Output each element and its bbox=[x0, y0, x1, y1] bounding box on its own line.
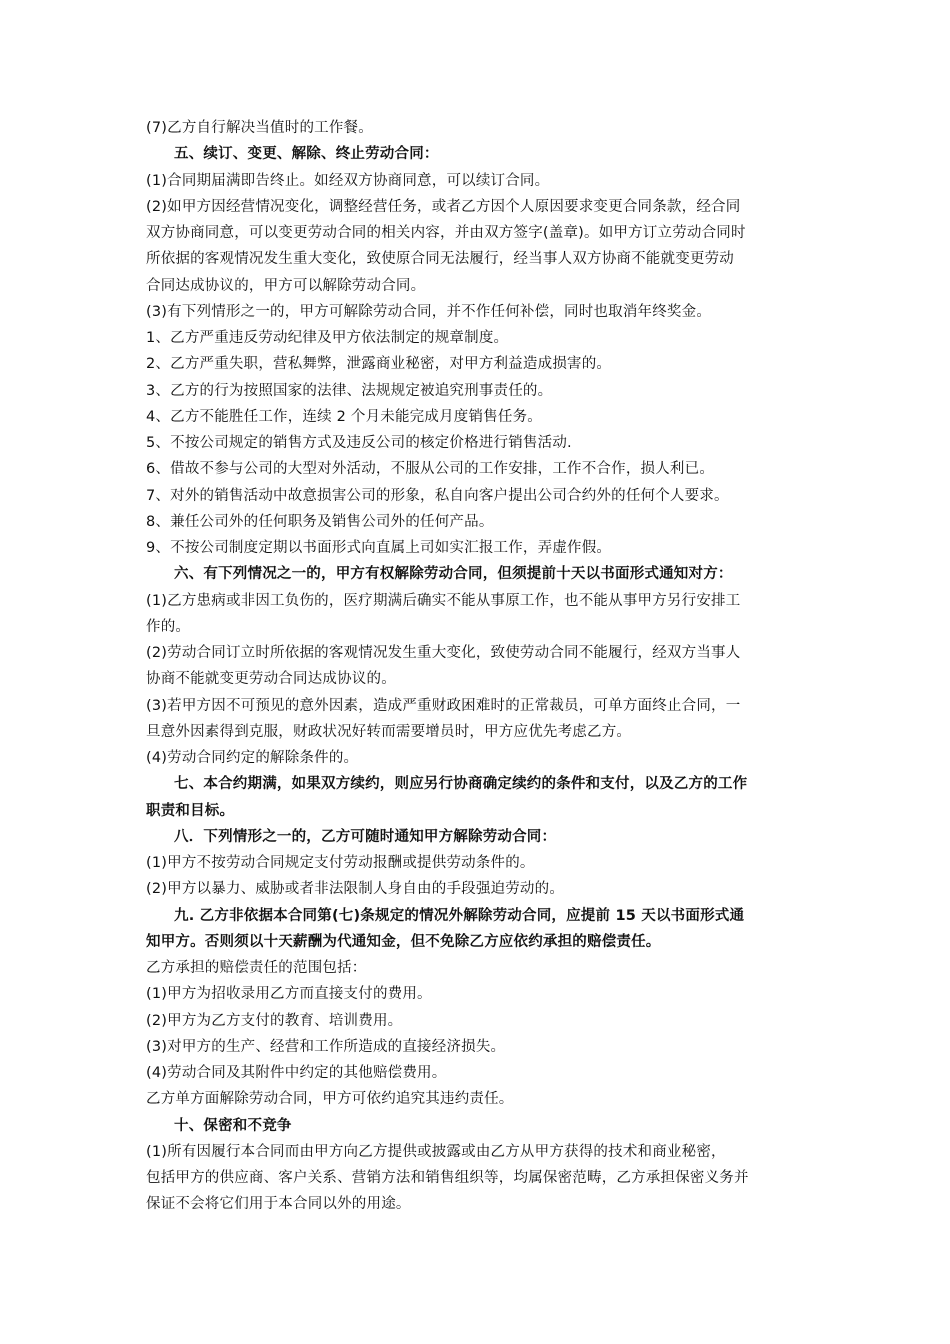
text-line: 4、乙方不能胜任工作，连续 2 个月未能完成月度销售任务。 bbox=[146, 408, 542, 425]
text-line: (1)乙方患病或非因工负伤的，医疗期满后确实不能从事原工作，也不能从事甲方另行安排工 bbox=[146, 592, 741, 609]
text-line: 九. 乙方非依据本合同第(七)条规定的情况外解除劳动合同，应提前 15 天以书面形式通 bbox=[174, 907, 745, 924]
text-line: (2)甲方以暴力、威胁或者非法限制人身自由的手段强迫劳动的。 bbox=[146, 881, 565, 898]
paragraph bbox=[146, 1034, 808, 1060]
section-heading bbox=[146, 903, 808, 956]
text-line: 8、兼任公司外的任何职务及销售公司外的任何产品。 bbox=[146, 513, 494, 530]
text-line: 7、对外的销售活动中故意损害公司的形象，私自向客户提出公司合约外的任何个人要求。 bbox=[146, 487, 729, 504]
text-line: 旦意外因素得到克服，财政状况好转而需要增员时，甲方应优先考虑乙方。 bbox=[146, 723, 632, 740]
text-line: (7)乙方自行解决当值时的工作餐。 bbox=[146, 120, 373, 136]
paragraph bbox=[146, 1060, 808, 1086]
text-line: (2)如甲方因经营情况变化，调整经营任务，或者乙方因个人原因要求变更合同条款，经合同 bbox=[146, 198, 741, 215]
section-heading bbox=[146, 141, 808, 167]
paragraph bbox=[146, 115, 808, 141]
text-line: 七、本合约期满，如果双方续约，则应另行协商确定续约的条件和支付，以及乙方的工作 bbox=[174, 776, 748, 793]
text-line: (4)劳动合同约定的解除条件的。 bbox=[146, 750, 359, 766]
paragraph bbox=[146, 456, 808, 482]
text-line: 2、乙方严重失职，营私舞弊，泄露商业秘密，对甲方利益造成损害的。 bbox=[146, 356, 612, 373]
text-line: (3)有下列情形之一的，甲方可解除劳动合同，并不作任何补偿，同时也取消年终奖金。 bbox=[146, 303, 712, 320]
text-line: 六、有下列情况之一的，甲方有权解除劳动合同，但须提前十天以书面形式通知对方： bbox=[174, 566, 733, 583]
section-heading bbox=[146, 561, 808, 587]
text-line: 职责和目标。 bbox=[146, 802, 235, 819]
paragraph bbox=[146, 850, 808, 876]
paragraph bbox=[146, 168, 808, 194]
paragraph bbox=[146, 1008, 808, 1034]
paragraph bbox=[146, 876, 808, 902]
section-heading bbox=[146, 771, 808, 824]
text-line: (1)所有因履行本合同而由甲方向乙方提供或披露或由乙方从甲方获得的技术和商业秘密， bbox=[146, 1143, 726, 1160]
paragraph bbox=[146, 955, 808, 981]
paragraph bbox=[146, 351, 808, 377]
text-line: (2)劳动合同订立时所依据的客观情况发生重大变化，致使劳动合同不能履行，经双方当事人 bbox=[146, 645, 741, 661]
text-line: 知甲方。否则须以十天薪酬为代通知金，但不免除乙方应依约承担的赔偿责任。 bbox=[146, 933, 661, 950]
text-line: 双方协商同意，可以变更劳动合同的相关内容，并由双方签字(盖章)。如甲方订立劳动合同时 bbox=[146, 225, 746, 241]
text-line: (1)甲方为招收录用乙方而直接支付的费用。 bbox=[146, 986, 432, 1003]
section-heading bbox=[146, 824, 808, 850]
text-line: 1、乙方严重违反劳动纪律及甲方依法制定的规章制度。 bbox=[146, 330, 509, 346]
paragraph bbox=[146, 1086, 808, 1112]
section-heading bbox=[146, 1113, 808, 1139]
text-line: 乙方承担的赔偿责任的范围包括： bbox=[146, 960, 367, 976]
text-line: 乙方单方面解除劳动合同，甲方可依约追究其违约责任。 bbox=[146, 1091, 514, 1108]
paragraph bbox=[146, 325, 808, 351]
paragraph bbox=[146, 430, 808, 456]
paragraph bbox=[146, 693, 808, 746]
paragraph bbox=[146, 535, 808, 561]
text-line: (3)对甲方的生产、经营和工作所造成的直接经济损失。 bbox=[146, 1038, 506, 1055]
text-line: 八．下列情形之一的，乙方可随时通知甲方解除劳动合同： bbox=[174, 828, 557, 845]
text-line: (2)甲方为乙方支付的教育、培训费用。 bbox=[146, 1012, 403, 1029]
text-line: 6、借故不参与公司的大型对外活动，不服从公司的工作安排，工作不合作，损人利已。 bbox=[146, 461, 715, 478]
paragraph bbox=[146, 404, 808, 430]
text-line: 五、续订、变更、解除、终止劳动合同： bbox=[174, 146, 439, 163]
text-line: 所依据的客观情况发生重大变化，致使原合同无法履行，经当事人双方协商不能就变更劳动 bbox=[146, 251, 734, 268]
text-line: 3、乙方的行为按照国家的法律、法规规定被追究刑事责任的。 bbox=[146, 382, 553, 399]
paragraph bbox=[146, 194, 808, 299]
paragraph bbox=[146, 483, 808, 509]
text-line: (4)劳动合同及其附件中约定的其他赔偿费用。 bbox=[146, 1065, 447, 1081]
text-line: 包括甲方的供应商、客户关系、营销方法和销售组织等，均属保密范畴，乙方承担保密义务并 bbox=[146, 1170, 749, 1186]
paragraph bbox=[146, 378, 808, 404]
text-line: 作的。 bbox=[146, 618, 191, 635]
paragraph bbox=[146, 509, 808, 535]
paragraph bbox=[146, 981, 808, 1007]
document-page bbox=[146, 115, 808, 1218]
text-line: (1)合同期届满即告终止。如经双方协商同意，可以续订合同。 bbox=[146, 172, 550, 189]
text-line: 保证不会将它们用于本合同以外的用途。 bbox=[146, 1196, 411, 1213]
text-line: (3)若甲方因不可预见的意外因素，造成严重财政困难时的正常裁员，可单方面终止合同，一 bbox=[146, 697, 741, 714]
text-line: 5、不按公司规定的销售方式及违反公司的核定价格进行销售活动. bbox=[146, 435, 572, 451]
paragraph bbox=[146, 640, 808, 693]
text-line: 9、不按公司制度定期以书面形式向直属上司如实汇报工作，弄虚作假。 bbox=[146, 540, 612, 556]
paragraph bbox=[146, 745, 808, 771]
paragraph bbox=[146, 299, 808, 325]
paragraph bbox=[146, 1139, 808, 1218]
paragraph bbox=[146, 588, 808, 641]
text-line: 十、保密和不竞争 bbox=[174, 1117, 292, 1134]
text-line: 协商不能就变更劳动合同达成协议的。 bbox=[146, 671, 396, 688]
text-line: (1)甲方不按劳动合同规定支付劳动报酬或提供劳动条件的。 bbox=[146, 855, 535, 871]
text-line: 合同达成协议的，甲方可以解除劳动合同。 bbox=[146, 277, 426, 294]
